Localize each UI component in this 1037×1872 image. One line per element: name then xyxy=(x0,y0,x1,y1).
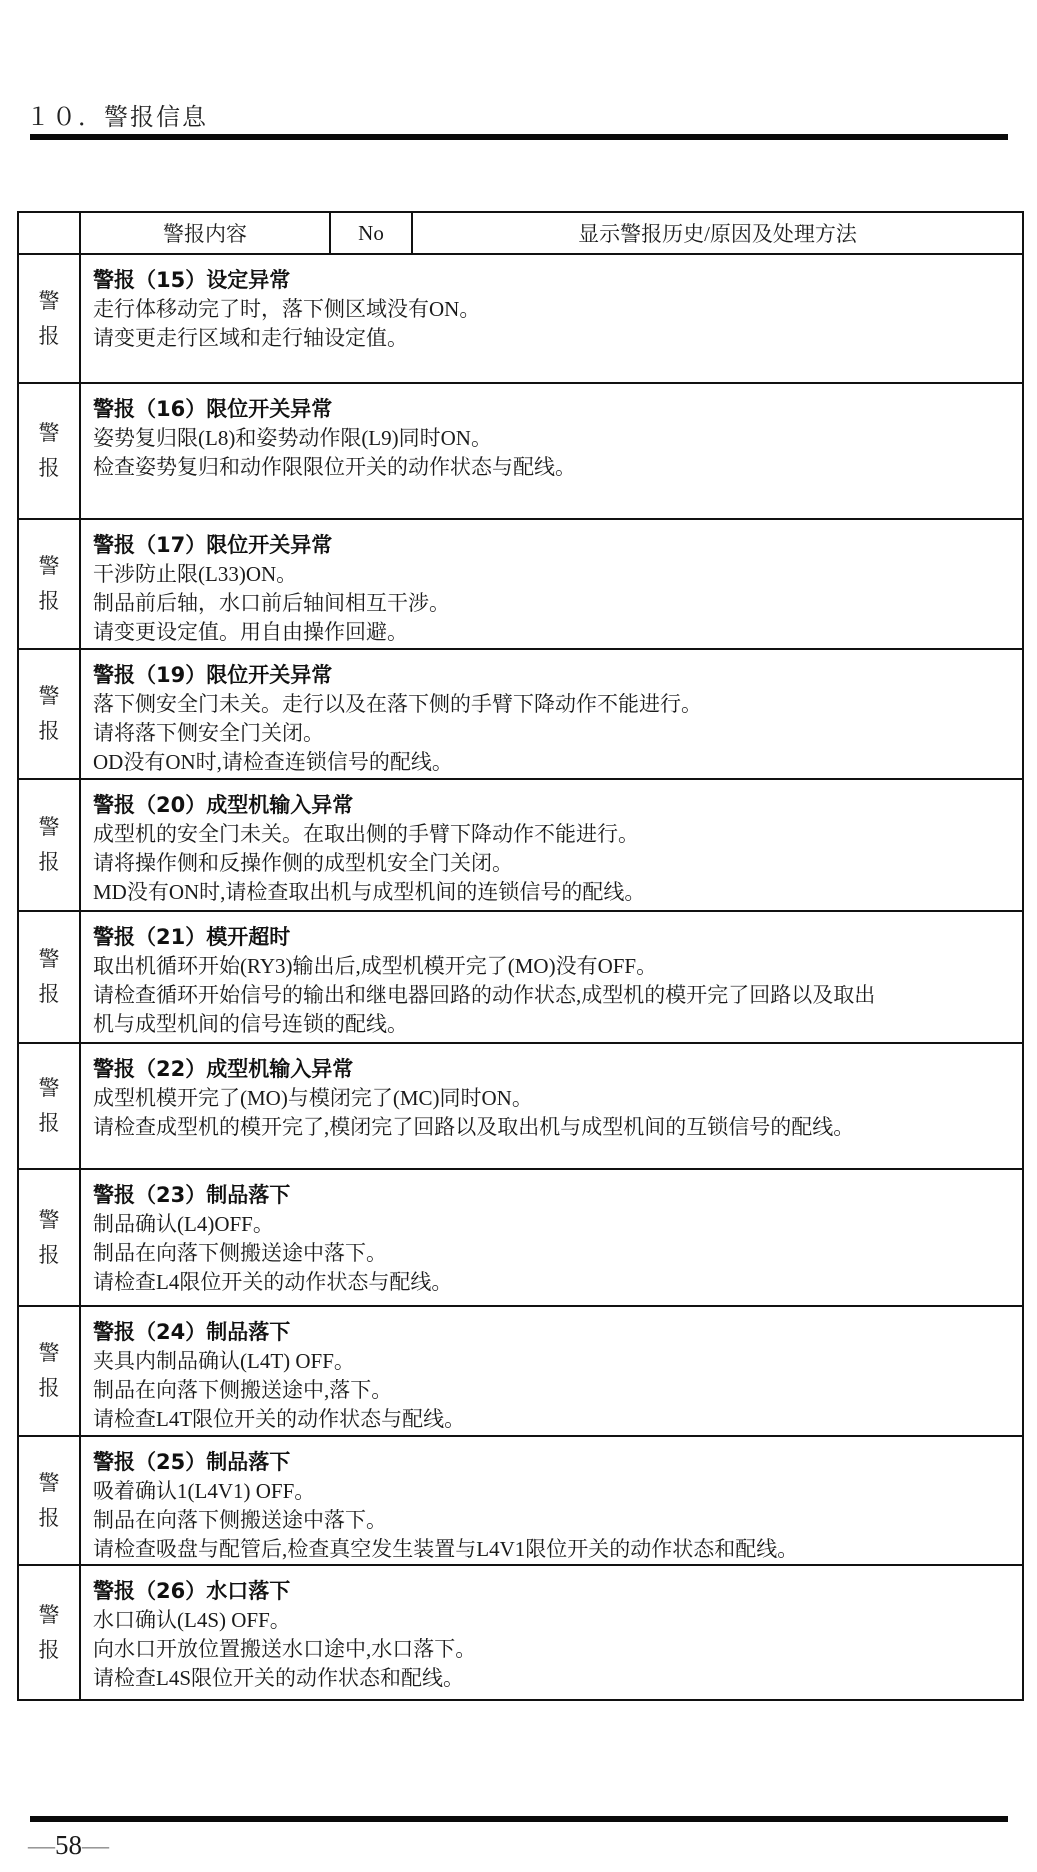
alarm-row-content xyxy=(80,911,1023,1043)
alarm-row-label xyxy=(18,1436,80,1565)
alarm-label-stack xyxy=(19,1470,79,1530)
alarm-label-stack xyxy=(19,949,79,1005)
alarm-label-stack xyxy=(19,556,79,612)
alarm-title: 警报（21）模开超时 xyxy=(93,925,291,949)
header-cell-alarm-content: 警报内容 xyxy=(80,212,330,254)
table-row xyxy=(18,1169,1023,1306)
alarm-row-label xyxy=(18,911,80,1043)
alarm-title: 警报（24）制品落下 xyxy=(93,1320,291,1344)
alarm-label-stack xyxy=(19,686,79,742)
alarm-line: MD没有ON时,请检查取出机与成型机间的连锁信号的配线。 xyxy=(93,880,646,904)
alarm-row-content xyxy=(80,1169,1023,1306)
alarm-line: 姿势复归限(L8)和姿势动作限(L9)同时ON。 xyxy=(93,426,492,450)
table-row xyxy=(18,383,1023,519)
alarm-line: 落下侧安全门未关。走行以及在落下侧的手臂下降动作不能进行。 xyxy=(93,692,702,716)
alarm-label-char-1: 警 xyxy=(38,1602,60,1627)
alarm-line: 制品在向落下侧搬送途中落下。 xyxy=(93,1241,387,1265)
alarm-row-label xyxy=(18,1169,80,1306)
header-row xyxy=(18,212,1023,254)
alarm-line: 请变更设定值。用自由操作回避。 xyxy=(93,620,408,644)
alarm-row-label xyxy=(18,254,80,383)
alarm-table-body xyxy=(18,254,1023,1700)
alarm-row-content xyxy=(80,779,1023,911)
alarm-title: 警报（25）制品落下 xyxy=(93,1450,291,1474)
alarm-title: 警报（16）限位开关异常 xyxy=(93,397,333,421)
alarm-line: OD没有ON时,请检查连锁信号的配线。 xyxy=(93,750,453,774)
alarm-row-label xyxy=(18,779,80,911)
alarm-title: 警报（23）制品落下 xyxy=(93,1183,291,1207)
alarm-line: 成型机模开完了(MO)与模闭完了(MC)同时ON。 xyxy=(93,1086,533,1110)
alarm-label-char-1: 警 xyxy=(38,947,60,971)
alarm-label-char-1: 警 xyxy=(38,1076,60,1100)
alarm-label-stack xyxy=(19,288,79,348)
alarm-label-stack xyxy=(19,1207,79,1267)
alarm-label-stack xyxy=(19,1343,79,1399)
alarm-label-char-1: 警 xyxy=(38,288,60,313)
alarm-line: 检查姿势复归和动作限限位开关的动作状态与配线。 xyxy=(93,455,576,479)
table-row xyxy=(18,911,1023,1043)
alarm-label-stack xyxy=(19,817,79,873)
alarm-row-label xyxy=(18,383,80,519)
alarm-title: 警报（17）限位开关异常 xyxy=(93,533,333,557)
alarm-label-char-1: 警 xyxy=(38,421,60,445)
alarm-label-stack xyxy=(19,423,79,479)
alarm-row-content xyxy=(80,519,1023,649)
alarm-line: 制品在向落下侧搬送途中,落下。 xyxy=(93,1378,393,1402)
alarm-row-content xyxy=(80,383,1023,519)
alarm-row-content xyxy=(80,1043,1023,1169)
alarm-line: 请检查循环开始信号的输出和继电器回路的动作状态,成型机的模开完了回路以及取出 xyxy=(93,983,876,1007)
alarm-title: 警报（15）设定异常 xyxy=(93,268,291,292)
alarm-label-char-2: 报 xyxy=(38,982,60,1006)
table-row xyxy=(18,1043,1023,1169)
alarm-line: 制品确认(L4)OFF。 xyxy=(93,1212,274,1236)
alarm-line: 走行体移动完了时，落下侧区域没有ON。 xyxy=(93,297,481,321)
alarm-row-content xyxy=(80,1436,1023,1565)
alarm-label-stack xyxy=(19,1602,79,1662)
alarm-line: 夹具内制品确认(L4T) OFF。 xyxy=(93,1349,355,1373)
alarm-line: 制品在向落下侧搬送途中落下。 xyxy=(93,1508,387,1532)
section-title: １０．警报信息 xyxy=(26,105,208,131)
header-rule xyxy=(30,134,1008,140)
alarm-line: 请检查L4T限位开关的动作状态与配线。 xyxy=(93,1407,466,1431)
alarm-label-char-1: 警 xyxy=(38,1470,60,1495)
header-cell-history: 显示警报历史/原因及处理方法 xyxy=(412,212,1023,254)
alarm-label-char-1: 警 xyxy=(38,1341,60,1365)
alarm-title: 警报（22）成型机输入异常 xyxy=(93,1057,354,1081)
alarm-table-header xyxy=(18,212,1023,254)
table-row xyxy=(18,519,1023,649)
alarm-row-content xyxy=(80,1565,1023,1700)
page-number-value: 58 xyxy=(55,1830,82,1860)
table-row xyxy=(18,1436,1023,1565)
header-cell-empty xyxy=(18,212,80,254)
table-row xyxy=(18,254,1023,383)
alarm-label-char-2: 报 xyxy=(38,323,60,348)
alarm-line: 请将落下侧安全门关闭。 xyxy=(93,721,324,745)
alarm-line: 请变更走行区域和走行轴设定值。 xyxy=(93,326,408,350)
alarm-label-char-1: 警 xyxy=(38,815,60,839)
alarm-title: 警报（20）成型机输入异常 xyxy=(93,793,354,817)
alarm-row-content xyxy=(80,649,1023,779)
alarm-label-char-2: 报 xyxy=(38,1242,60,1267)
alarm-label-char-2: 报 xyxy=(38,719,60,743)
page-number-right-dash: — xyxy=(82,1830,109,1860)
alarm-label-char-2: 报 xyxy=(38,850,60,874)
alarm-line: 请将操作侧和反操作侧的成型机安全门关闭。 xyxy=(93,851,513,875)
alarm-line: 请检查L4限位开关的动作状态与配线。 xyxy=(93,1270,453,1294)
footer-rule xyxy=(30,1816,1008,1822)
page-number-left-dash: — xyxy=(28,1830,55,1860)
alarm-row-content xyxy=(80,254,1023,383)
table-row xyxy=(18,779,1023,911)
alarm-label-char-2: 报 xyxy=(38,1111,60,1135)
alarm-label-char-2: 报 xyxy=(38,456,60,480)
table-row xyxy=(18,649,1023,779)
alarm-line: 向水口开放位置搬送水口途中,水口落下。 xyxy=(93,1637,477,1661)
alarm-line: 请检查L4S限位开关的动作状态和配线。 xyxy=(93,1666,465,1690)
alarm-line: 制品前后轴，水口前后轴间相互干涉。 xyxy=(93,591,450,615)
alarm-label-char-2: 报 xyxy=(38,1505,60,1530)
alarm-label-stack xyxy=(19,1078,79,1134)
page-number xyxy=(28,1830,109,1860)
alarm-line: 请检查成型机的模开完了,模闭完了回路以及取出机与成型机间的互锁信号的配线。 xyxy=(93,1115,855,1139)
alarm-label-char-1: 警 xyxy=(38,1207,60,1232)
alarm-label-char-1: 警 xyxy=(38,554,60,578)
alarm-line: 水口确认(L4S) OFF。 xyxy=(93,1608,291,1632)
alarm-title: 警报（19）限位开关异常 xyxy=(93,663,333,687)
alarm-line: 干涉防止限(L33)ON。 xyxy=(93,562,298,586)
alarm-row-label xyxy=(18,1043,80,1169)
alarm-line: 请检查吸盘与配管后,检查真空发生装置与L4V1限位开关的动作状态和配线。 xyxy=(93,1537,799,1561)
alarm-row-label xyxy=(18,519,80,649)
alarm-line: 取出机循环开始(RY3)输出后,成型机模开完了(MO)没有OFF。 xyxy=(93,954,658,978)
alarm-line: 成型机的安全门未关。在取出侧的手臂下降动作不能进行。 xyxy=(93,822,639,846)
alarm-label-char-1: 警 xyxy=(38,684,60,708)
alarm-label-char-2: 报 xyxy=(38,589,60,613)
alarm-line: 机与成型机间的信号连锁的配线。 xyxy=(93,1012,408,1036)
table-row xyxy=(18,1306,1023,1436)
alarm-line: 吸着确认1(L4V1) OFF。 xyxy=(93,1479,316,1503)
header-cell-no: No xyxy=(330,212,412,254)
alarm-row-label xyxy=(18,649,80,779)
alarm-title: 警报（26）水口落下 xyxy=(93,1579,291,1603)
alarm-label-char-2: 报 xyxy=(38,1376,60,1400)
alarm-label-char-2: 报 xyxy=(38,1637,60,1662)
alarm-row-label xyxy=(18,1565,80,1700)
table-row xyxy=(18,1565,1023,1700)
alarm-table xyxy=(17,211,1024,1701)
alarm-row-content xyxy=(80,1306,1023,1436)
alarm-row-label xyxy=(18,1306,80,1436)
